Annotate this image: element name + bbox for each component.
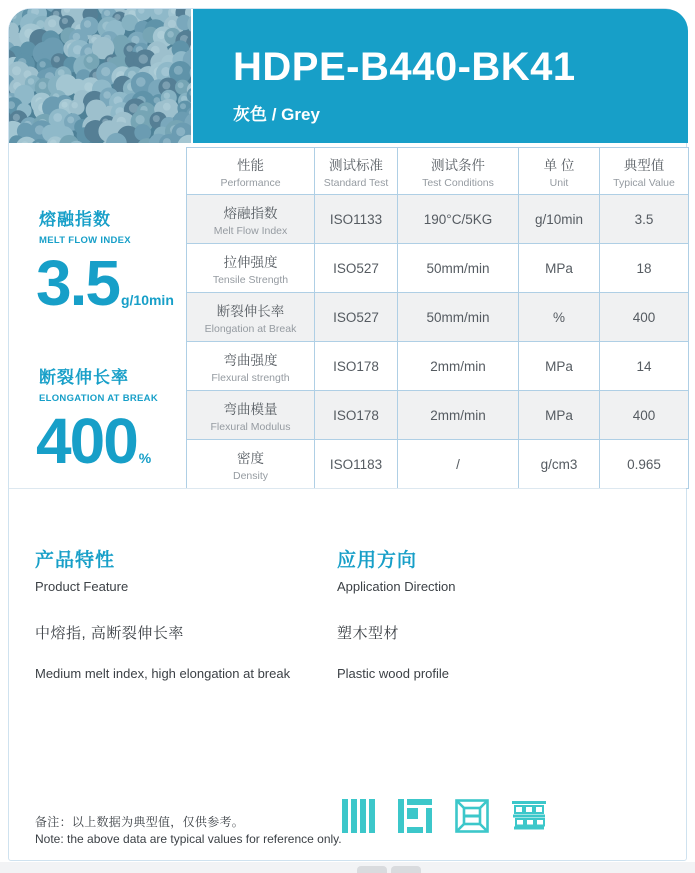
table-cell-value: 400 bbox=[600, 391, 689, 440]
table-cell-condition: 190°C/5KG bbox=[398, 195, 519, 244]
table-cell-unit: g/10min bbox=[519, 195, 600, 244]
highlight-unit: % bbox=[138, 449, 152, 466]
highlight-label-en: ELONGATION AT BREAK bbox=[39, 393, 158, 404]
table-cell-value: 3.5 bbox=[600, 195, 689, 244]
table-header-cell bbox=[398, 148, 519, 195]
property-en: Flexural strength bbox=[211, 371, 290, 384]
table-cell-value: 0.965 bbox=[600, 440, 689, 489]
column-title-zh: 单 位 bbox=[543, 157, 575, 173]
table-cell-condition: 2mm/min bbox=[398, 342, 519, 391]
column-title-en: Performance bbox=[220, 176, 281, 189]
table-cell-condition: 50mm/min bbox=[398, 244, 519, 293]
property-en: Melt Flow Index bbox=[213, 224, 288, 237]
section-title-zh: 应用方向 bbox=[337, 550, 418, 571]
property-en: Tensile Strength bbox=[212, 273, 289, 286]
highlight-label-en: MELT FLOW INDEX bbox=[39, 235, 131, 246]
product-color: 灰色 / Grey bbox=[233, 105, 320, 124]
cutoff-button[interactable] bbox=[391, 866, 421, 873]
section-title-zh: 产品特性 bbox=[35, 550, 116, 571]
table-cell-unit: MPa bbox=[519, 342, 600, 391]
property-zh: 拉伸强度 bbox=[223, 254, 278, 270]
table-cell-standard: ISO1133 bbox=[315, 195, 398, 244]
column-title-zh: 测试条件 bbox=[431, 157, 485, 173]
table-cell-standard: ISO527 bbox=[315, 244, 398, 293]
property-en: Elongation at Break bbox=[204, 322, 297, 335]
table-cell-unit: MPa bbox=[519, 244, 600, 293]
cutoff-button[interactable] bbox=[357, 866, 387, 873]
section-title-en: Application Direction bbox=[337, 579, 456, 594]
table-cell-condition: / bbox=[398, 440, 519, 489]
highlight-value bbox=[36, 405, 158, 477]
frame-panel-icon bbox=[455, 799, 489, 833]
highlight-label-zh: 熔融指数 bbox=[39, 210, 111, 229]
table-cell-unit: MPa bbox=[519, 391, 600, 440]
section-divider bbox=[9, 488, 686, 489]
property-en: Flexural Modulus bbox=[210, 420, 291, 433]
table-header-cell bbox=[600, 148, 689, 195]
table-cell-unit: g/cm3 bbox=[519, 440, 600, 489]
fence-railing-icon bbox=[512, 799, 546, 833]
section-desc-zh: 中熔指, 高断裂伸长率 bbox=[35, 625, 184, 642]
table-cell-condition: 50mm/min bbox=[398, 293, 519, 342]
property-en: Density bbox=[232, 469, 268, 482]
table-cell-value: 18 bbox=[600, 244, 689, 293]
table-header-cell bbox=[187, 148, 315, 195]
property-zh: 密度 bbox=[237, 450, 264, 466]
table-row-property bbox=[187, 195, 315, 244]
pellets-image bbox=[9, 9, 191, 143]
table-cell-standard: ISO178 bbox=[315, 391, 398, 440]
table-cell-condition: 2mm/min bbox=[398, 391, 519, 440]
table-row-property bbox=[187, 342, 315, 391]
datasheet-card bbox=[8, 8, 687, 861]
column-title-en: Test Conditions bbox=[422, 176, 494, 189]
application-section bbox=[337, 545, 456, 681]
section-title-en: Product Feature bbox=[35, 579, 129, 594]
spec-table bbox=[186, 147, 689, 489]
highlight-melt-flow bbox=[36, 205, 174, 319]
highlight-number: 3.5 bbox=[36, 247, 119, 319]
column-title-en: Unit bbox=[549, 176, 569, 189]
table-row-property bbox=[187, 391, 315, 440]
table-cell-unit: % bbox=[519, 293, 600, 342]
pellets-photo bbox=[9, 9, 191, 143]
highlight-label-zh: 断裂伸长率 bbox=[39, 368, 129, 387]
note-zh: 备注：以上数据为典型值，仅供参考。 bbox=[35, 815, 245, 829]
product-title: HDPE-B440-BK41 bbox=[233, 45, 576, 89]
table-cell-standard: ISO178 bbox=[315, 342, 398, 391]
highlight-elongation bbox=[36, 363, 158, 477]
table-header-cell bbox=[315, 148, 398, 195]
highlight-number: 400 bbox=[36, 405, 137, 477]
column-title-zh: 测试标准 bbox=[329, 157, 383, 173]
application-icons bbox=[341, 799, 546, 833]
column-title-en: Standard Test bbox=[323, 176, 389, 189]
section-desc-en: Plastic wood profile bbox=[337, 666, 449, 681]
table-row-property bbox=[187, 440, 315, 489]
product-header bbox=[193, 9, 688, 143]
property-zh: 断裂伸长率 bbox=[216, 303, 285, 319]
column-title-zh: 性能 bbox=[237, 157, 264, 173]
table-row-property bbox=[187, 244, 315, 293]
section-desc-zh: 塑木型材 bbox=[337, 625, 400, 642]
decking-boards-icon bbox=[341, 799, 375, 833]
table-row-property bbox=[187, 293, 315, 342]
column-title-zh: 典型值 bbox=[623, 157, 665, 173]
property-zh: 熔融指数 bbox=[223, 205, 278, 221]
parquet-panel-icon bbox=[398, 799, 432, 833]
property-zh: 弯曲强度 bbox=[223, 352, 278, 368]
table-cell-value: 14 bbox=[600, 342, 689, 391]
table-cell-standard: ISO1183 bbox=[315, 440, 398, 489]
section-desc-en: Medium melt index, high elongation at break bbox=[35, 666, 291, 681]
product-feature-section bbox=[35, 545, 290, 681]
bottom-strip bbox=[0, 862, 695, 873]
column-title-en: Typical Value bbox=[613, 176, 675, 189]
highlight-unit: g/10min bbox=[120, 291, 174, 308]
note-en: Note: the above data are typical values for reference only. bbox=[35, 832, 342, 846]
table-header-cell bbox=[519, 148, 600, 195]
table-cell-standard: ISO527 bbox=[315, 293, 398, 342]
footer-note bbox=[35, 813, 342, 846]
property-zh: 弯曲模量 bbox=[223, 401, 278, 417]
highlight-value bbox=[36, 247, 174, 319]
table-cell-value: 400 bbox=[600, 293, 689, 342]
